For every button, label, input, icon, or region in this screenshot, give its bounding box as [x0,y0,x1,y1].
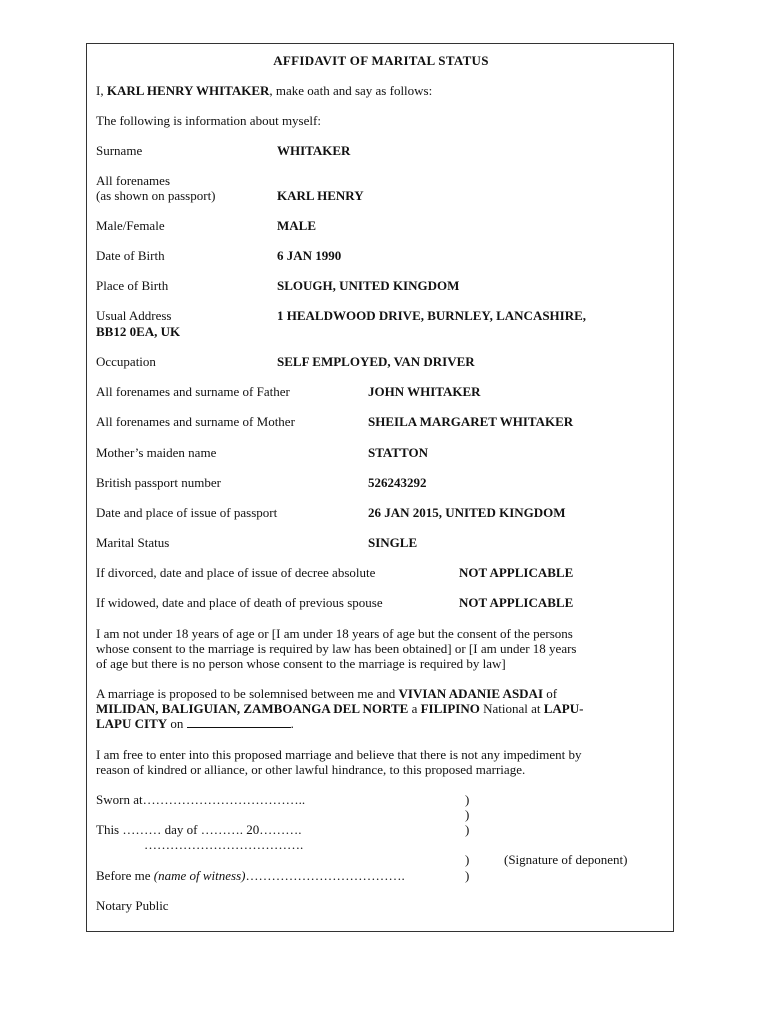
pob-value: SLOUGH, UNITED KINGDOM [277,278,460,293]
surname-value: WHITAKER [277,143,351,158]
date-line: This ……… day of ………. 20………. [96,822,302,837]
bracket-3: ) [465,822,470,837]
oath-suffix: , make oath and say as follows: [269,83,433,98]
forenames-value: KARL HENRY [277,188,364,203]
marriage-line-1 [96,686,557,701]
widowed-value: NOT APPLICABLE [459,595,574,610]
father-value: JOHN WHITAKER [368,384,481,399]
bracket-4: ) [465,852,470,867]
father-label: All forenames and surname of Father [96,384,290,399]
oath-prefix: I, [96,83,107,98]
partner-address: MILIDAN, BALIGUIAN, ZAMBOANGA DEL NORTE [96,701,409,716]
before-me-line [96,868,405,883]
passport-number-label: British passport number [96,475,221,490]
divorced-value: NOT APPLICABLE [459,565,574,580]
pob-label: Place of Birth [96,278,169,293]
oath-line [96,83,432,98]
witness-note: (name of witness) [153,868,246,883]
mother-label: All forenames and surname of Mother [96,414,295,429]
notary-public: Notary Public [96,898,169,913]
address-value: 1 HEALDWOOD DRIVE, BURNLEY, LANCASHIRE, [277,308,587,323]
address-label: Usual Address [96,308,172,323]
passport-issue-value: 26 JAN 2015, UNITED KINGDOM [368,505,566,520]
before-me-text: Before me [96,868,154,883]
signature-of-deponent: (Signature of deponent) [504,852,628,867]
surname-label: Surname [96,143,143,158]
maiden-name-value: STATTON [368,445,428,460]
signature-dots: ………………………………. [144,837,304,852]
document-title: AFFIDAVIT OF MARITAL STATUS [273,53,489,68]
dob-label: Date of Birth [96,248,165,263]
witness-dots: ………………………………. [245,868,405,883]
free-statement-line-1: I am free to enter into this proposed marriage and believe that there is not any impediment by [96,747,582,762]
mother-value: SHEILA MARGARET WHITAKER [368,414,574,429]
sworn-at-line: Sworn at……………………………….. [96,792,306,807]
marital-status-value: SINGLE [368,535,418,550]
marital-status-label: Marital Status [96,535,170,550]
sex-value: MALE [277,218,316,233]
free-statement-line-2: reason of kindred or alliance, or other lawful hindrance, to this proposed marriage. [96,762,526,777]
marriage-city-part-1: LAPU- [543,701,584,716]
passport-number-value: 526243292 [368,475,427,490]
address-value-line2: BB12 0EA, UK [96,324,181,339]
bracket-2: ) [465,807,470,822]
widowed-label: If widowed, date and place of death of previous spouse [96,595,383,610]
partner-name: VIVIAN ADANIE ASDAI [398,686,544,701]
intro-text: The following is information about myself: [96,113,321,128]
forenames-label: All forenames [96,173,171,188]
divorced-label: If divorced, date and place of issue of decree absolute [96,565,376,580]
marriage-text-national: National at [479,701,544,716]
age-statement-line-1: I am not under 18 years of age or [I am under 18 years of age but the consent of the persons [96,626,573,641]
bracket-5: ) [465,868,470,883]
age-statement-line-3: of age but there is no person whose consent to the marriage is required by law] [96,656,506,671]
marriage-text-a: a [408,701,421,716]
occupation-value: SELF EMPLOYED, VAN DRIVER [277,354,475,369]
marriage-text-on: on [167,716,187,731]
marriage-text: A marriage is proposed to be solemnised between me and [96,686,399,701]
affidavit-page [86,43,674,932]
occupation-label: Occupation [96,354,156,369]
passport-issue-label: Date and place of issue of passport [96,505,278,520]
marriage-line-2 [96,701,583,716]
marriage-text-of: of [543,686,558,701]
age-statement-line-2: whose consent to the marriage is required by law has been obtained] or [I am under 18 years [96,641,577,656]
dob-value: 6 JAN 1990 [277,248,342,263]
marriage-text-end: . [290,716,294,731]
marriage-date-blank[interactable] [187,716,291,728]
marriage-line-3 [96,716,294,731]
deponent-name: KARL HENRY WHITAKER [106,83,270,98]
bracket-1: ) [465,792,470,807]
marriage-city-part-2: LAPU CITY [96,716,168,731]
forenames-label-note: (as shown on passport) [96,188,216,203]
maiden-name-label: Mother’s maiden name [96,445,217,460]
sex-label: Male/Female [96,218,165,233]
partner-nationality: FILIPINO [420,701,480,716]
